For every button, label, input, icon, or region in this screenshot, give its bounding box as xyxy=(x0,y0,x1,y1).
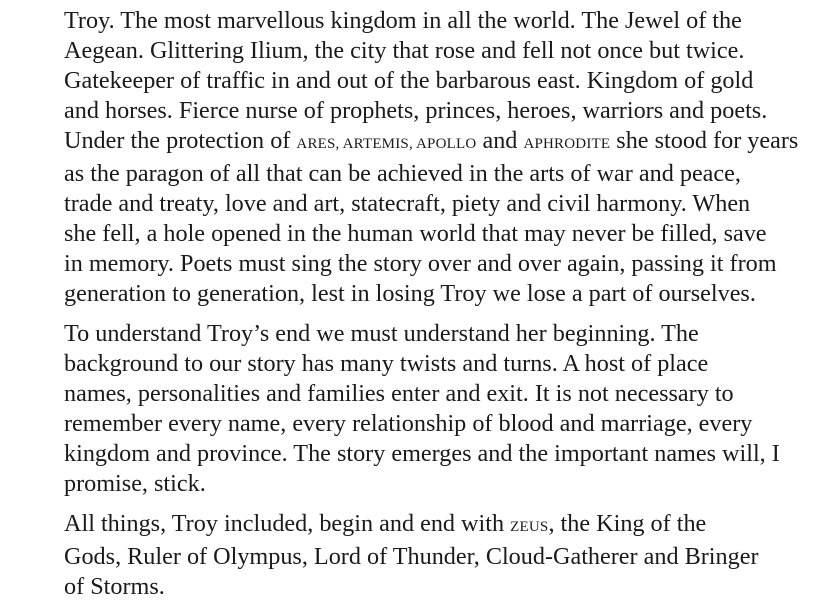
text-line: generation to generation, lest in losing Troy we lose a part of ourselves. xyxy=(64,280,756,307)
text-line: trade and treaty, love and art, statecraft, piety and civil harmony. When xyxy=(64,190,751,217)
paragraph-understand-beginning xyxy=(24,319,814,499)
text-line: she fell, a hole opened in the human world that may never be filled, save xyxy=(64,220,767,247)
text-line-gods xyxy=(24,126,814,159)
paragraph-troy-intro xyxy=(24,6,814,309)
text-line: background to our story has many twists and turns. A host of place xyxy=(64,350,709,377)
text-line: To understand Troy’s end we must understand her beginning. The xyxy=(64,320,699,347)
text-line-zeus xyxy=(64,510,706,537)
small-caps-gods: ARES, ARTEMIS, APOLLO xyxy=(296,136,477,152)
text-fragment: , the King of the xyxy=(548,510,707,537)
text-fragment: she stood for years xyxy=(610,127,799,154)
text-line: Aegean. Glittering Ilium, the city that rose and fell not once but twice. xyxy=(64,37,745,64)
text-line: promise, stick. xyxy=(64,470,206,497)
text-line: kingdom and province. The story emerges and the important names will, I xyxy=(64,440,780,467)
text-line: remember every name, every relationship of blood and marriage, every xyxy=(64,410,753,437)
text-fragment: Under the protection of xyxy=(64,127,297,154)
small-caps-god: APHRODITE xyxy=(523,136,611,152)
document-body xyxy=(24,6,814,612)
text-line: Troy. The most marvellous kingdom in all the world. The Jewel of the xyxy=(64,7,742,34)
text-fragment: All things, Troy included, begin and end with xyxy=(64,510,511,537)
text-line: as the paragon of all that can be achieved in the arts of war and peace, xyxy=(64,160,741,187)
text-line: names, personalities and families enter and exit. It is not necessary to xyxy=(64,380,734,407)
text-line: Gods, Ruler of Olympus, Lord of Thunder, Cloud-Gatherer and Bringer xyxy=(64,543,759,570)
text-line: and horses. Fierce nurse of prophets, princes, heroes, warriors and poets. xyxy=(64,97,768,124)
small-caps-god: ZEUS xyxy=(510,519,549,535)
text-line: of Storms. xyxy=(64,573,165,600)
text-line: in memory. Poets must sing the story over and over again, passing it from xyxy=(64,250,777,277)
text-fragment: and xyxy=(476,127,524,154)
text-line: Gatekeeper of traffic in and out of the barbarous east. Kingdom of gold xyxy=(64,67,754,94)
paragraph-zeus xyxy=(24,509,814,602)
